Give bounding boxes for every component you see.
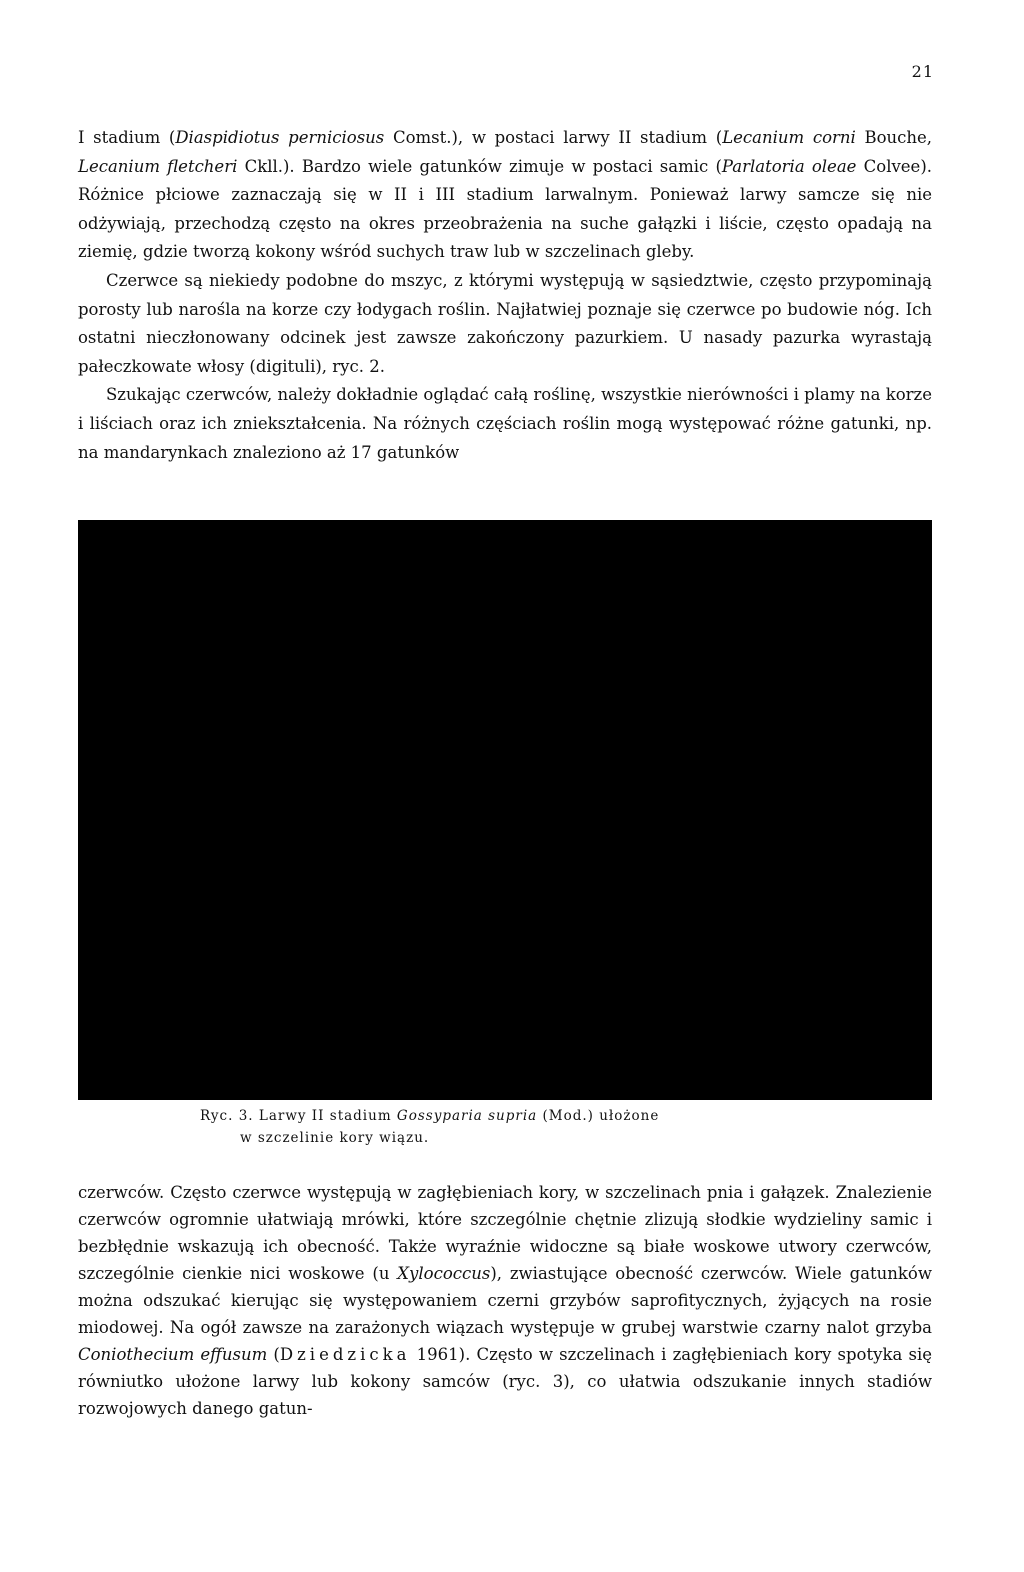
text-span: czerwców. Często czerwce występują w zagłębieniach kory, w szczelinach pnia i gałązek. Znalezienie czerwców ogromnie ułatwiają mrówki, które szczególnie chętnie zlizują słodkie wydzieliny samic i bezbłędnie wskazują ich obecność. Także wyraźnie widoczne są białe woskowe utwory czerwców, szczególnie cienkie nici woskowe (u <box>78 1183 932 1283</box>
text-block-bottom <box>78 1179 932 1422</box>
species-name: Gossyparia supria <box>396 1108 538 1124</box>
text-block-top <box>78 124 932 467</box>
species-name: Lecanium fletcheri <box>78 156 238 176</box>
species-name: Parlatoria oleae <box>721 156 857 176</box>
caption-line-2: w szczelinie kory wiązu. <box>240 1130 430 1146</box>
figure-image <box>78 520 932 1100</box>
species-name: Coniothecium effusum <box>78 1345 268 1364</box>
paragraph-1 <box>78 124 932 267</box>
text-span: Comst.), w postaci larwy II stadium ( <box>384 128 723 147</box>
text-span: Ckll.). Bardzo wiele gatunków zimuje w postaci samic ( <box>237 156 722 176</box>
text-span: ( <box>267 1345 280 1364</box>
text-span: 1961). Często w szczelinach i zagłębieniach kory spotyka się równiutko ułożone larwy lub kokony samców (ryc. 3), co ułatwia odszukanie innych stadiów rozwojowych danego gatun- <box>78 1345 932 1418</box>
caption-text: Ryc. 3. Larwy II stadium <box>200 1108 397 1124</box>
species-name: Lecanium corni <box>722 128 856 147</box>
paragraph-4 <box>78 1179 932 1422</box>
figure-caption <box>200 1105 820 1149</box>
text-span: Bouche, <box>855 128 933 147</box>
text-span: I stadium ( <box>78 128 176 147</box>
author-name: Dziedzicka <box>279 1345 411 1364</box>
paragraph-3: Szukając czerwców, należy dokładnie oglądać całą roślinę, wszystkie nierówności i plamy na korze i liściach oraz ich zniekształcenia. Na różnych częściach roślin mogą występować różne gatunki, np. na mandarynkach znaleziono aż 17 gatunków <box>78 385 932 462</box>
text-span: ), zwiastujące obecność czerwców. Wiele gatunków można odszukać kierując się występowaniem czerni grzybów saprofitycznych, żyjących na rosie miodowej. Na ogół zawsze na zarażonych wiązach występuje w grubej warstwie czarny nalot grzyba <box>78 1264 932 1337</box>
paragraph-2: Czerwce są niekiedy podobne do mszyc, z którymi występują w sąsiedztwie, często przypominają porosty lub narośla na korze czy łodygach roślin. Najłatwiej poznaje się czerwce po budowie nóg. Ich ostatni nieczłonowany odcinek jest zawsze zakończony pazurkiem. U nasady pazurka wyrastają pałeczkowate włosy (digituli), ryc. 2. <box>78 270 932 376</box>
species-name: Diaspidiotus perniciosus <box>175 128 385 147</box>
text-span: Colvee). Różnice płciowe zaznaczają się w II i III stadium larwalnym. Ponieważ larwy samcze się nie odżywiają, przechodzą często na okres przeobrażenia na suche gałązki i liście, często opadają na ziemię, gdzie tworzą kokony wśród suchych traw lub w szczelinach gleby. <box>78 156 932 262</box>
species-name: Xylococcus <box>397 1264 491 1283</box>
caption-text: (Mod.) ułożone <box>537 1108 660 1124</box>
page-number: 21 <box>911 62 934 81</box>
figure-scale-line <box>928 955 930 1051</box>
